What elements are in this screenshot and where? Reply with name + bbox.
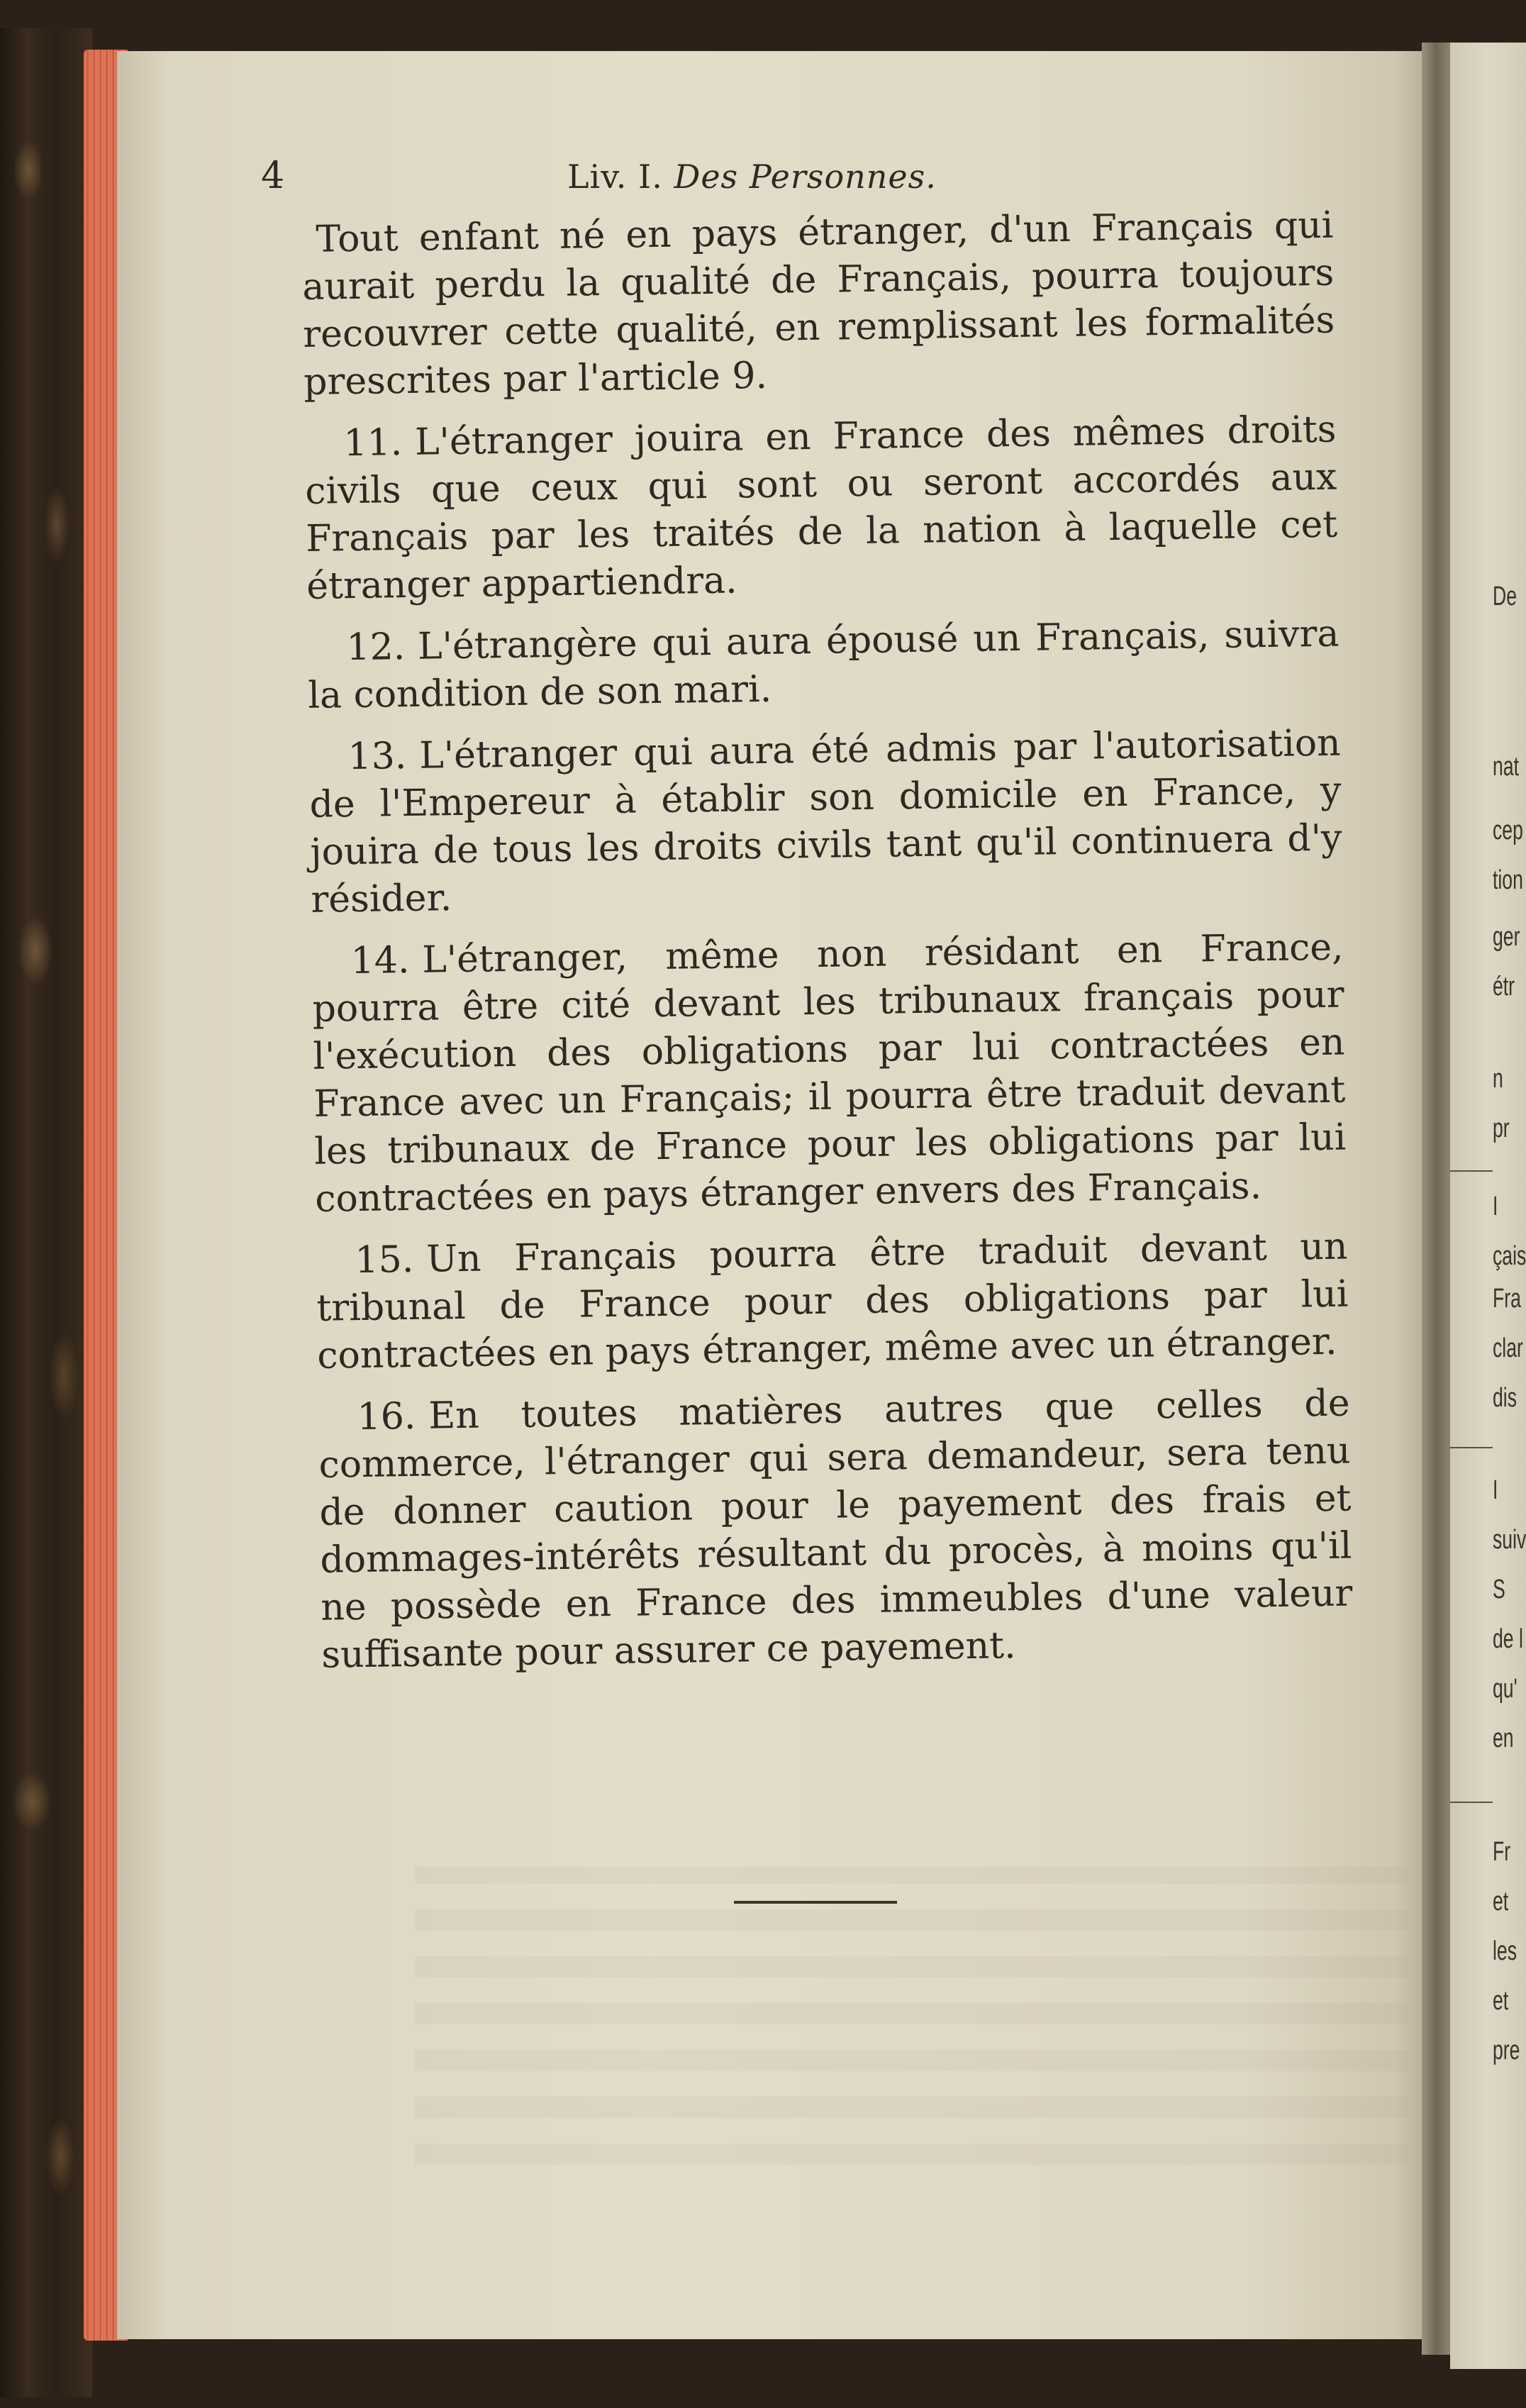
facing-page-fragment: Fra: [1493, 1284, 1521, 1314]
article-number: 15.: [355, 1238, 414, 1282]
article-paragraph: [304, 406, 1339, 611]
facing-page-fragment: cep: [1493, 816, 1523, 845]
facing-page-fragment: I: [1493, 1475, 1498, 1505]
facing-page-fragment: et: [1493, 1887, 1509, 1916]
marbled-cover: [0, 28, 92, 2397]
running-head-title: [567, 157, 937, 196]
article-text: L'étranger jouira en France des mêmes droits civils que ceux qui sont ou seront accordés aux Français par les traités de la nation à laquelle cet étranger appartiendra.: [304, 408, 1338, 608]
facing-page-fragment: et: [1493, 1986, 1509, 2016]
page-body: [301, 202, 1354, 1694]
facing-page-fragment: pr: [1493, 1114, 1510, 1143]
facing-page-fragment: S: [1493, 1575, 1505, 1604]
article-paragraph: [316, 1224, 1349, 1380]
article-number: 11.: [343, 421, 403, 465]
running-header: [0, 155, 1526, 197]
facing-page-fragment: de l: [1493, 1624, 1523, 1654]
facing-page-rule: [1450, 1802, 1493, 1803]
facing-page-fragment: nat: [1493, 752, 1519, 782]
book-gutter: [1422, 43, 1450, 2355]
facing-page-fragment: pre: [1493, 2036, 1520, 2065]
page-number: 4: [261, 155, 285, 197]
article-text: L'étrangère qui aura épousé un Français, suivra la condition de son mari.: [308, 612, 1340, 717]
article-text: Un Français pourra être traduit devant un tribunal de France pour des obligations par lui contractées en pays étranger, même avec un étranger.: [316, 1225, 1349, 1377]
article-text: L'étranger, même non résidant en France, pourra être cité devant les tribunaux français pour l'exécution des obligations par lui contractées en France avec un Français; il pourra être traduit devant les tribunaux de France pour les obligations par lui contractées en pays étranger envers des Français.: [312, 926, 1347, 1221]
facing-page-fragment: n: [1493, 1064, 1503, 1094]
article-text: L'étranger qui aura été admis par l'autorisation de l'Empereur à établir son domicile en France, y jouira de tous les droits civils tant qu'il continuera d'y résider.: [309, 721, 1342, 921]
facing-page-fragment: clar: [1493, 1333, 1523, 1363]
facing-page-fragment: qu': [1493, 1674, 1517, 1704]
facing-page-rule: [1450, 1447, 1493, 1448]
article-number: 12.: [346, 626, 406, 670]
facing-page-fragment: étr: [1493, 972, 1515, 1002]
article-text: En toutes matières autres que celles de commerce, l'étranger qui sera demandeur, sera tenu de donner caution pour le payement des frais et dommages-intérêts résultant du procès, à moins qu'il ne possède en France des immeubles d'une valeur suffisante pour assurer ce payement.: [318, 1382, 1353, 1677]
article-paragraph: [308, 720, 1343, 924]
articles-list: [304, 406, 1354, 1680]
facing-page-fragment: çais: [1493, 1241, 1526, 1271]
end-rule: [734, 1901, 897, 1904]
article-number: 16.: [357, 1394, 416, 1439]
section-label: Des Personnes.: [674, 157, 937, 196]
facing-page-edge: [1450, 43, 1526, 2369]
facing-page-fragment: en: [1493, 1724, 1514, 1753]
facing-page-fragment: les: [1493, 1936, 1517, 1966]
show-through-texture: [415, 1867, 1408, 2165]
facing-page-fragment: Fr: [1493, 1837, 1511, 1867]
intro-paragraph: Tout enfant né en pays étranger, d'un Français qui aurait perdu la qualité de Français, pourra toujours recouvrer cette qualité, en remplissant les formalités prescrites par l'article 9.: [301, 204, 1335, 404]
facing-page-fragment: De: [1493, 582, 1517, 611]
facing-page-fragment: suiv: [1493, 1525, 1526, 1555]
facing-page-rule: [1450, 1170, 1493, 1172]
article-paragraph: [311, 924, 1347, 1224]
article-paragraph: [318, 1380, 1353, 1680]
facing-page-fragment: ger: [1493, 922, 1520, 952]
facing-page-fragment: tion: [1493, 865, 1523, 895]
facing-page-fragment: I: [1493, 1192, 1498, 1221]
article-paragraph: [307, 611, 1340, 720]
article-number: 14.: [350, 938, 410, 983]
book-label: Liv. I.: [567, 157, 663, 196]
article-number: 13.: [347, 735, 407, 779]
facing-page-fragment: dis: [1493, 1383, 1517, 1413]
